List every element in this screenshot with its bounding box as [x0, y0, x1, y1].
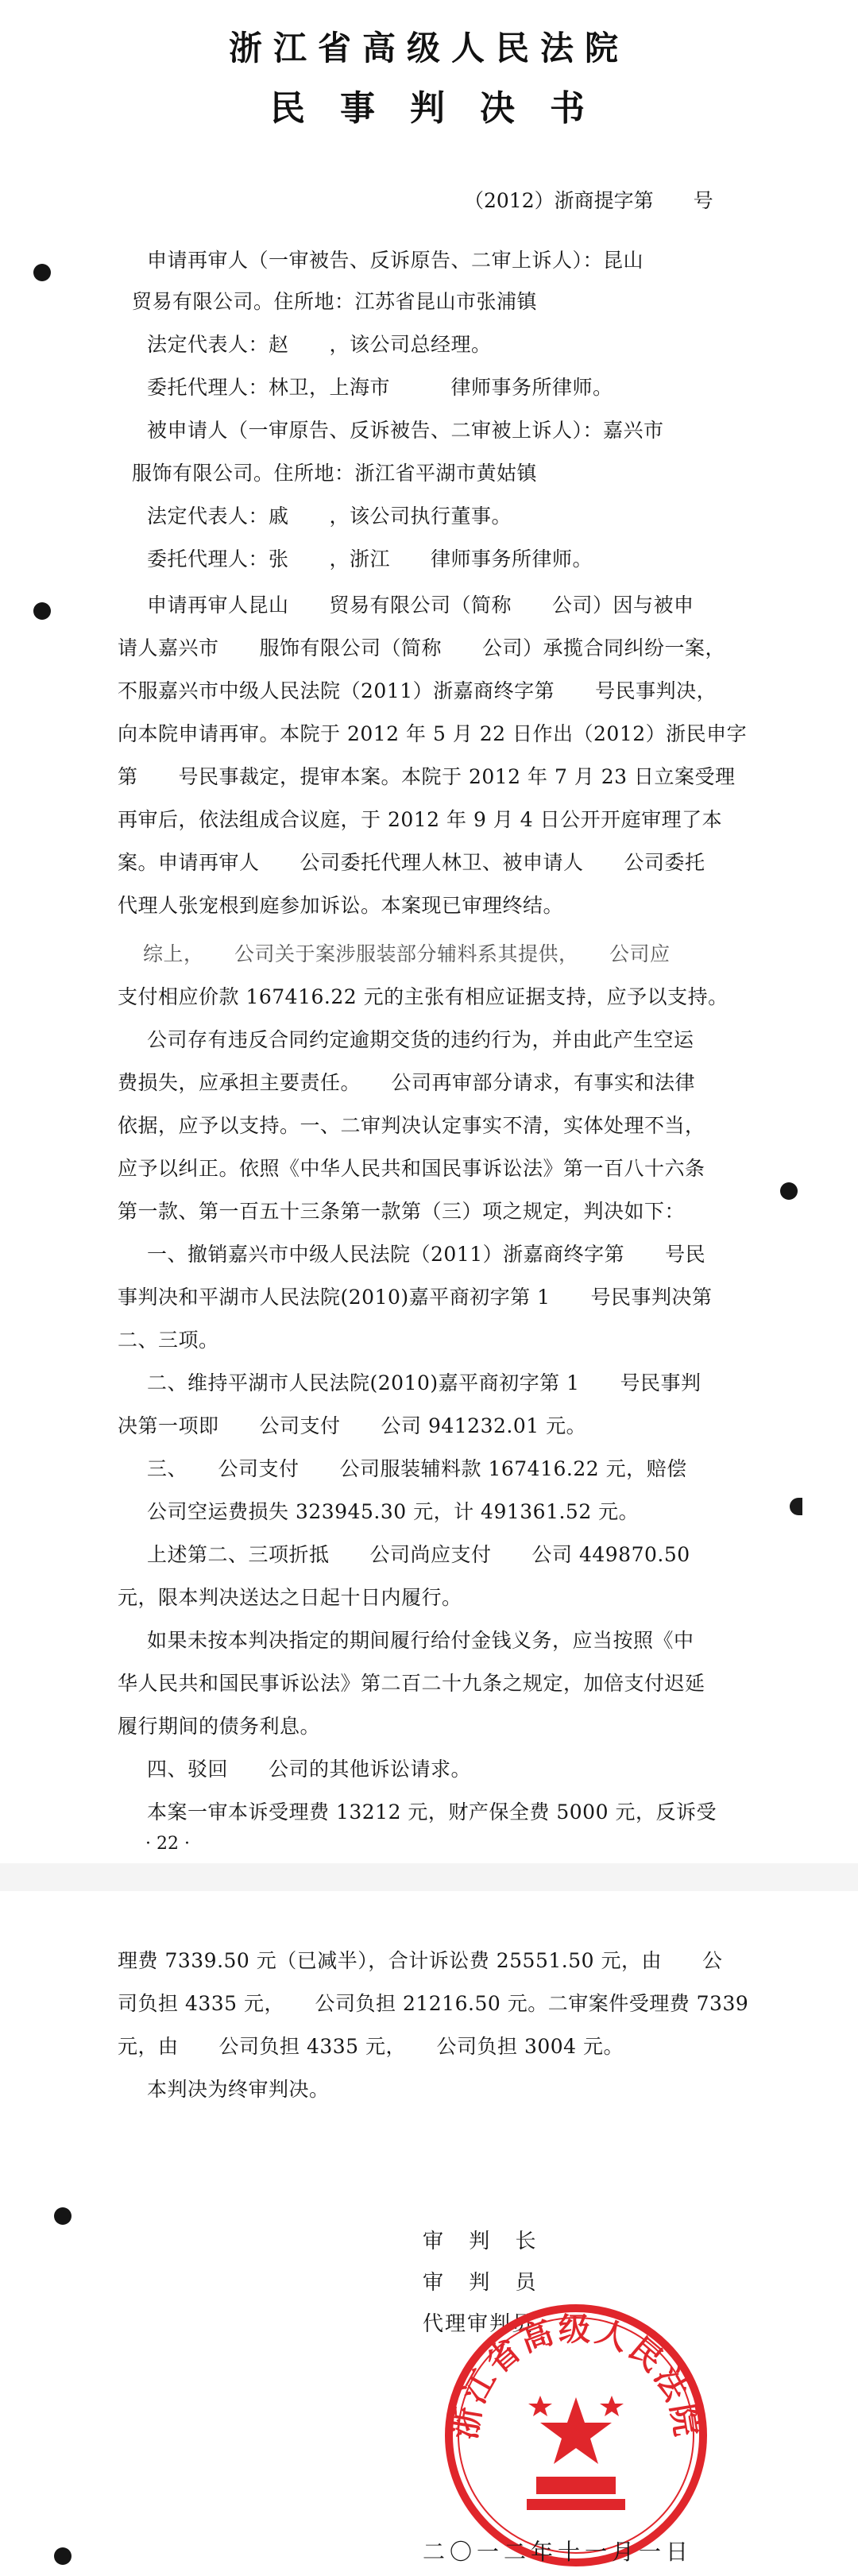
- text-line: 应予以纠正。依照《中华人民共和国民事诉讼法》第一百八十六条: [118, 1157, 705, 1180]
- text-line: 元，限本判决送达之日起十日内履行。: [118, 1586, 462, 1609]
- text-line: 上述第二、三项折抵 公司尚应支付 公司 449870.50: [147, 1543, 690, 1566]
- text-line: 案。申请再审人 公司委托代理人林卫、被申请人 公司委托: [118, 851, 705, 874]
- binding-hole-icon: [790, 1498, 802, 1515]
- text-line: 费损失，应承担主要责任。 公司再审部分请求，有事实和法律: [118, 1071, 696, 1094]
- text-line: 向本院申请再审。本院于 2012 年 5 月 22 日作出（2012）浙民申字: [118, 722, 748, 745]
- text-line: 委托代理人：林卫，上海市 律师事务所律师。: [147, 376, 613, 399]
- document-type-title: 民事判决书: [270, 88, 620, 129]
- binding-hole-icon: [54, 2207, 72, 2225]
- binding-hole-icon: [780, 1182, 798, 1200]
- text-line: 华人民共和国民事诉讼法》第二百二十九条之规定，加倍支付迟延: [118, 1672, 705, 1695]
- text-line: 不服嘉兴市中级人民法院（2011）浙嘉商终字第 号民事判决，: [118, 679, 717, 702]
- text-line: 本判决为终审判决。: [147, 2078, 330, 2101]
- text-line: 二、三项。: [118, 1329, 219, 1352]
- text-line: 被申请人（一审原告、反诉被告、二审被上诉人）：嘉兴市: [147, 419, 664, 442]
- text-line: 贸易有限公司。住所地：江苏省昆山市张浦镇: [132, 290, 538, 313]
- text-line: 二、维持平湖市人民法院(2010)嘉平商初字第 1 号民事判: [147, 1371, 701, 1394]
- text-line: 支付相应价款 167416.22 元的主张有相应证据支持，应予以支持。: [118, 985, 729, 1008]
- court-seal-icon: [441, 2300, 711, 2570]
- text-line: 再审后，依法组成合议庭，于 2012 年 9 月 4 日公开开庭审理了本: [118, 808, 723, 831]
- text-line: 理费 7339.50 元（已减半），合计诉讼费 25551.50 元，由 公: [118, 1949, 723, 1972]
- judgment-date: 二〇一二年十一月一日: [423, 2539, 694, 2565]
- text-line: 元，由 公司负担 4335 元， 公司负担 3004 元。: [118, 2035, 624, 2058]
- court-name: 浙江省高级人民法院: [228, 29, 629, 68]
- binding-hole-icon: [33, 264, 51, 281]
- text-line: 法定代表人：戚 ，该公司执行董事。: [147, 505, 512, 528]
- text-line: 申请再审人昆山 贸易有限公司（简称 公司）因与被申: [147, 594, 694, 617]
- text-line: 一、撤销嘉兴市中级人民法院（2011）浙嘉商终字第 号民: [147, 1243, 706, 1266]
- text-line: 如果未按本判决指定的期间履行给付金钱义务，应当按照《中: [147, 1629, 694, 1652]
- text-line: 第一款、第一百五十三条第一款第（三）项之规定，判决如下：: [118, 1200, 686, 1223]
- text-line: 代理人张宠根到庭参加诉讼。本案现已审理终结。: [118, 894, 564, 917]
- text-line: 综上， 公司关于案涉服装部分辅料系其提供， 公司应: [143, 942, 671, 965]
- text-line: 公司空运费损失 323945.30 元，计 491361.52 元。: [147, 1500, 640, 1523]
- seal-text: 浙江省高级人民法院: [446, 2311, 705, 2443]
- text-line: 三、 公司支付 公司服装辅料款 167416.22 元，赔偿: [147, 1457, 687, 1480]
- binding-hole-icon: [54, 2547, 72, 2565]
- text-line: 决第一项即 公司支付 公司 941232.01 元。: [118, 1414, 587, 1437]
- presiding-judge-label: 审 判 长: [423, 2230, 546, 2253]
- text-line: 法定代表人：赵 ，该公司总经理。: [147, 333, 492, 356]
- page-number: · 22 ·: [145, 1834, 190, 1854]
- text-line: 事判决和平湖市人民法院(2010)嘉平商初字第 1 号民事判决第: [118, 1286, 713, 1309]
- text-line: 本案一审本诉受理费 13212 元，财产保全费 5000 元，反诉受: [147, 1800, 717, 1824]
- text-line: 依据，应予以支持。一、二审判决认定事实不清，实体处理不当，: [118, 1114, 705, 1137]
- text-line: 公司存有违反合同约定逾期交货的违约行为，并由此产生空运: [147, 1028, 694, 1051]
- text-line: 请人嘉兴市 服饰有限公司（简称 公司）承揽合同纠纷一案，: [118, 636, 726, 659]
- text-line: 服饰有限公司。住所地：浙江省平湖市黄姑镇: [132, 462, 538, 485]
- judge-label: 审 判 员: [423, 2271, 546, 2295]
- text-line: 申请再审人（一审被告、反诉原告、二审上诉人）：昆山: [147, 249, 644, 272]
- text-line: 第 号民事裁定，提审本案。本院于 2012 年 7 月 23 日立案受理: [118, 765, 736, 788]
- text-line: 委托代理人：张 ，浙江 律师事务所律师。: [147, 547, 593, 571]
- binding-hole-icon: [33, 602, 51, 620]
- text-line: 履行期间的债务利息。: [118, 1715, 321, 1738]
- acting-judge-label: 代理审判员: [423, 2312, 535, 2336]
- case-number: （2012）浙商提字第 号: [464, 189, 713, 212]
- text-line: 四、驳回 公司的其他诉讼请求。: [147, 1758, 472, 1781]
- text-line: 司负担 4335 元， 公司负担 21216.50 元。二审案件受理费 7339: [118, 1992, 749, 2015]
